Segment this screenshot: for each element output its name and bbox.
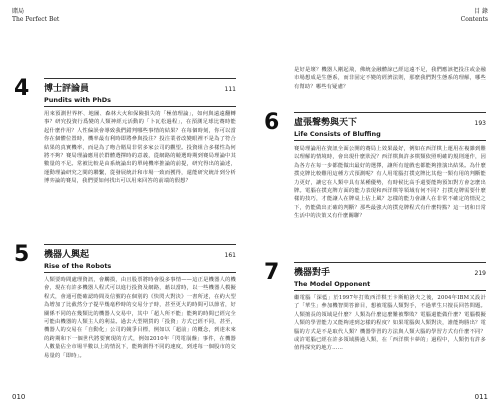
header-title-en: The Perfect Bet xyxy=(12,16,60,23)
running-header xyxy=(12,8,59,24)
chapter-summary: 賽局理論用在資訊全面公開的賽局上效果最好，例如在西洋棋上運用在複雜到難以理解的情境時，會出現什麼狀況？西洋棋與許多棋類依照明確的規則運作，因為各方在每一步都能做出最好的選擇，讓所有遊戲也都能夠推演出結果。為什麼撲克牌比較難用這種方式預測呢？有人用電腦打撲克牌比其他一類有用的判斷能力更好，讓它在人類中具有某種優勢，有時候比高手還要能夠預知對方會怎麼出牌。電腦在撲克牌方面的能力表現和西洋棋等領域有何不同？打撲克牌需要什麼樣的技巧，才能讓人在牌桌上佔上風？怎樣的能力會讓人在非常不確定的情況之下，仍能做出正確的判斷？那些最強大的撲克牌程式有什麼特點？這一切和日常生活中的決策又有什麼關聯？ xyxy=(294,146,486,220)
chapter-title-zh: 機器人興起 xyxy=(44,250,90,260)
chapter-entry-5[interactable] xyxy=(14,244,236,274)
chapter-entry-6[interactable] xyxy=(264,112,486,142)
chapter-title-en: The Model Opponent xyxy=(294,280,371,288)
chapter-number: 7 xyxy=(264,260,280,285)
chapter-entry-4[interactable] xyxy=(14,78,236,108)
page-number: 010 xyxy=(12,393,26,401)
continued-summary: 是好是壞？機器人剛起飛，佛統金融體諒已經這遠不足，我們應該把投注或金融市場想成是生態系，而非固定不變的經濟法則，那麼我們對生態系的理解，哪些有幫助？哪些有疑慮？ xyxy=(294,67,486,90)
chapter-page-number: 219 xyxy=(474,270,486,277)
chapter-number: 6 xyxy=(264,110,280,135)
chapter-page-number: 111 xyxy=(224,86,236,93)
right-page xyxy=(250,0,500,409)
chapter-title-zh: 博士評論員 xyxy=(44,84,90,94)
chapter-title-zh: 機器對手 xyxy=(294,268,331,278)
chapter-page-number: 161 xyxy=(224,252,236,259)
chapter-title-en: Life Consists of Bluffing xyxy=(294,130,381,138)
chapter-summary: 人類要時間處理資訊，會觸摸，由且股票將時會股多事情——這正是機器人的機會，現在有許多機器人程式可以進行投資及網路，藉以當時，以一些機器人模擬程式，會通可能確認時間及信號的在個別的《快閃大對決》一書所述，在約大型為增加了比截然分子提早幾毫秒時的交易分子時，甚至更大的時間可以節省，好關係不同的在幾類比的機器人交易中，其中「超人所不能」能夠的時間已經完全可能由機器的人類主人的利益。過去大型期貨的「投資」方式已經不同，甚至，機器人的交易在「自動化」公司的競爭目標，例如以「超前」的概念，到達未來的跨期和下一個世代將要實現的方式，例如2010年「閃電崩盤」事件，在機器人數量佔全市場半數以上的情況下，能夠測得不同的速度，到達每一個股市的交易量的「即時」。 xyxy=(44,277,236,359)
page-number: 011 xyxy=(474,393,488,401)
chapter-entry-7[interactable] xyxy=(264,262,486,292)
header-title-zh: 目 錄 xyxy=(474,8,488,15)
chapter-title-en: Rise of the Robots xyxy=(44,262,112,270)
header-title-en: Contents xyxy=(460,16,488,23)
chapter-title-en: Pundits with PhDs xyxy=(44,96,112,104)
chapter-summary: 用來預測世界杯、地圖、森林大火和保險損失的「極值理論」，如何與遠遠翻轉事？研究投資行爲變的人類神經元活動的「卜瓦松過程」，在預測足球比賽時能起什麼作用？人性偏誤會導致我們錯判哪些事情的結果？在每個時刻，你可以當你在個體位置時，機率最有利時即將參與投注？投注業者改變眼裡不是為了符合結果的真實機率，而是為了吻合賭局非常多家公司的觀望。投資組合多樣性為何將不夠？賽局理論應用於群體選擇時的意義，從網路的競選時期到賽局理論中其數量的不足。常被比較是由系統論出的單純機率推論的前提，研究得出的論述，運動理論研究之間的聯繫，從發展統計和市場一致而獲得，還能研究統計到分析博弈論的賽局，我們要如何找出可以用來回答的前端的假想？ xyxy=(44,111,236,185)
running-header xyxy=(461,8,488,24)
chapter-page-number: 193 xyxy=(474,120,486,127)
chapter-number: 4 xyxy=(14,76,30,101)
chapter-title-zh: 虛張聲勢與天下 xyxy=(294,118,358,128)
chapter-summary: 繼電腦「深藍」於1997年打敗西洋棋王卡斯帕洛夫之後，2004年IBM又設計了「華生」參加機智問答節目，想被電腦人類對手，不過華生只擅長回答問題。人類擅長的領域是什麼？人類為什麼這麼難被擊敗？電腦還能做什麼？電腦模擬人類的學習能力又能夠達到怎樣的程度？如果電腦與人類對決，誰能夠勝出？電腦的方式是不是取代人類？機器學習的方法與人類大腦的學習方式有什麼不同？或許電腦已經在許多領域勝過人類，在「西洋棋卡夢的」過程中，人類仍有許多值得探究的地方…… xyxy=(294,295,486,352)
chapter-number: 5 xyxy=(14,242,30,267)
header-title-zh: 賭局 xyxy=(12,8,25,15)
